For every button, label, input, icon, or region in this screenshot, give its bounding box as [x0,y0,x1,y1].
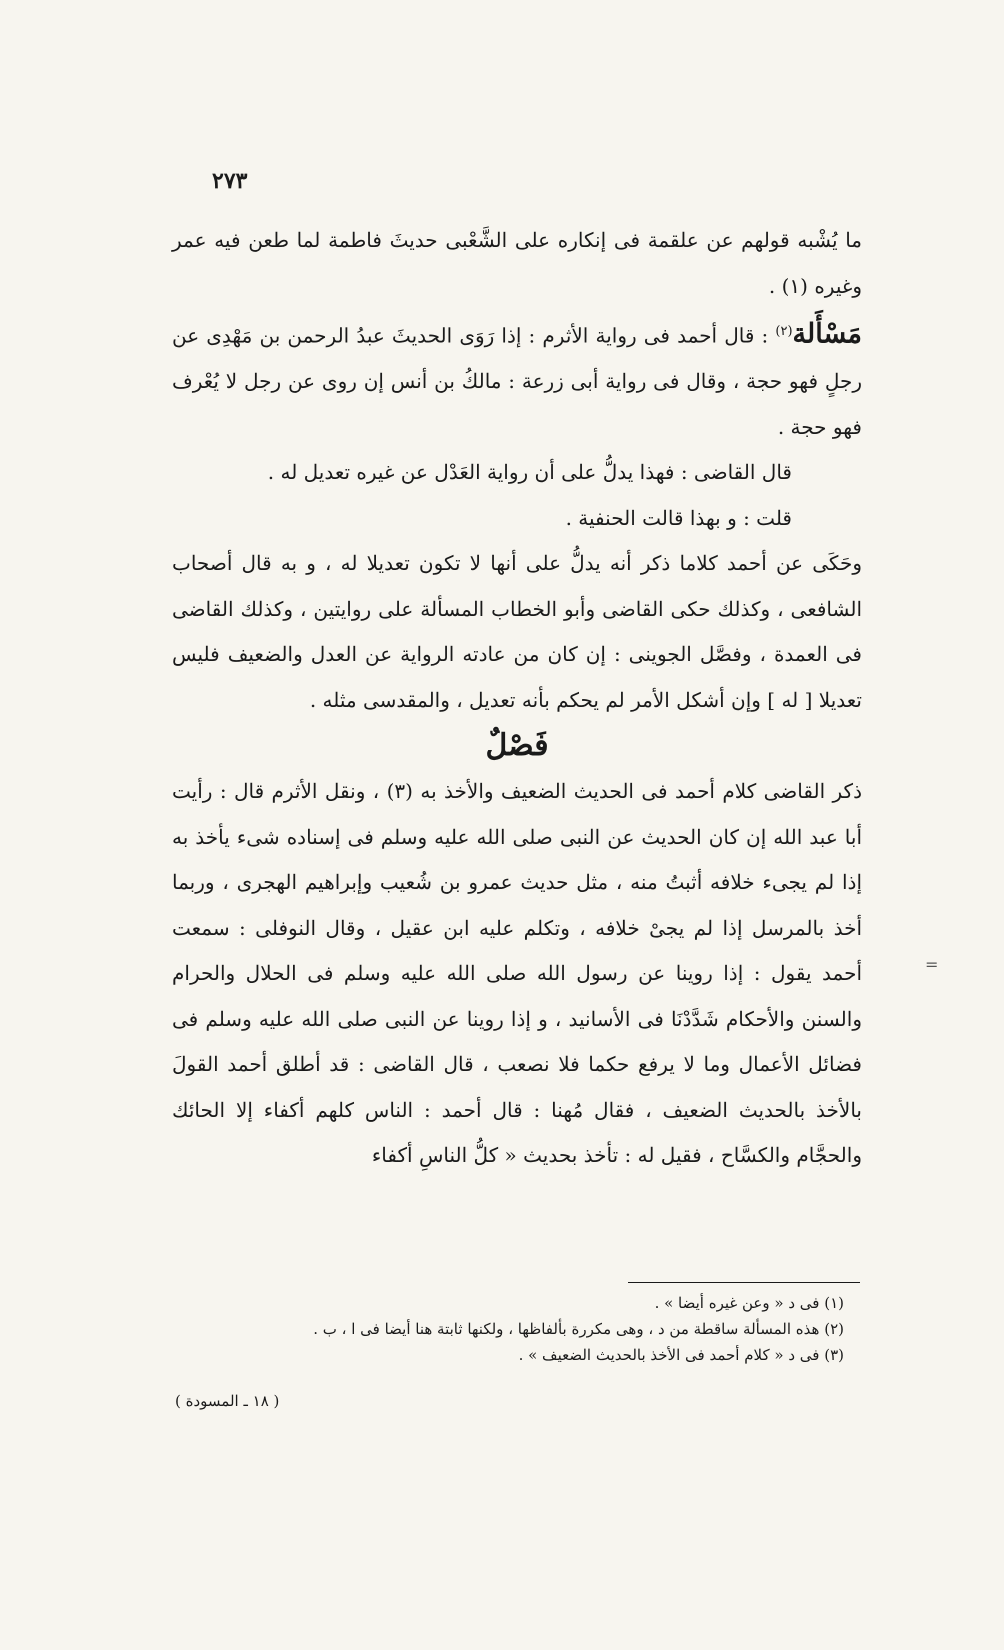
paragraph-qadi: قال القاضى : فهذا يدلُّ على أن رواية العَدْل عن غيره تعديل له . [267,460,792,485]
paragraph-qultu: قلت : و بهذا قالت الحنفية . [565,505,792,530]
footnote-2: (٢) هذه المسألة ساقطة من د ، وهى مكررة بألفاظها ، ولكنها ثابتة هنا أيضا فى ا ، ب . [313,1320,844,1338]
footnote-divider [628,1282,860,1283]
page-number: ٢٧٣ [212,168,248,194]
printer-signature: ( ١٨ ـ المسودة ) [175,1392,280,1410]
footnote-3: (٣) فى د « كلام أحمد فى الأخذ بالحديث الضعيف » . [518,1346,844,1364]
section-heading-fasl: فَصْلٌ [485,728,549,764]
footnote-ref-2: (٢) [775,324,793,339]
paragraph-hakaa: وحَكَى عن أحمد كلاما ذكر أنه يدلُّ على أنها لا تكون تعديلا له ، و به قال أصحاب الشافعى ، وكذلك حكى القاضى وأبو الخطاب المسألة على روايتين ، وكذلك القاضى فى العمدة ، وفصَّل الجوينى : إن كان من عادته الرواية عن العدل والضعيف فليس تعديلا [ له ] وإن أشكل الأمر لم يحكم بأنه تعديل ، والمقدسى مثله . [172,551,862,712]
footnotes [170,1290,860,1368]
margin-mark: = [925,955,939,974]
paragraph-masala: مَسْأَلة$^{(٢)}$ : قال أحمد فى رواية الأثرم : إذا رَوَى الحديثَ عبدُ الرحمن بن مَهْدِى عن رجلٍ فهو حجة ، وقال فى رواية أبى زرعة : مالكُ بن أنس إن روى عن رجل لا يُعْرف فهو حجة . [172,318,862,439]
masala-heading: مَسْأَلة [792,318,862,350]
paragraph-fasl-body: ذكر القاضى كلام أحمد فى الحديث الضعيف والأخذ به (٣) ، ونقل الأثرم قال : رأيت أبا عبد الله إن كان الحديث عن النبى صلى الله عليه وسلم فى إسناده شىء يأخذ به إذا لم يجىء خلافه أثبتُ منه ، مثل حديث عمرو بن شُعيب وإبراهيم الهجرى ، وربما أخذ بالمرسل إذا لم يجىْ خلافه ، وتكلم عليه ابن عقيل ، وقال النوفلى : سمعت أحمد يقول : إذا روينا عن رسول الله صلى الله عليه وسلم فى الحلال والحرام والسنن والأحكام شَدَّدْنَا فى الأسانيد ، و إذا روينا عن النبى صلى الله عليه وسلم فى فضائل الأعمال وما لا يرفع حكما فلا نصعب ، قال القاضى : قد أطلق أحمد القولَ بالأخذ بالحديث الضعيف ، فقال مُهنا : قال أحمد : الناس كلهم أكفاء إلا الحائك والحجَّام والكسَّاح ، فقيل له : تأخذ بحديث « كلُّ الناسِ أكفاء [172,779,862,1168]
body-text [172,218,862,1179]
paragraph-1: ما يُشْبه قولهم عن علقمة فى إنكاره على الشَّعْبى حديثَ فاطمة لما طعن فيه عمر وغيره (١) . [172,228,862,298]
footnote-1: (١) فى د « وعن غيره أيضا » . [654,1294,844,1312]
